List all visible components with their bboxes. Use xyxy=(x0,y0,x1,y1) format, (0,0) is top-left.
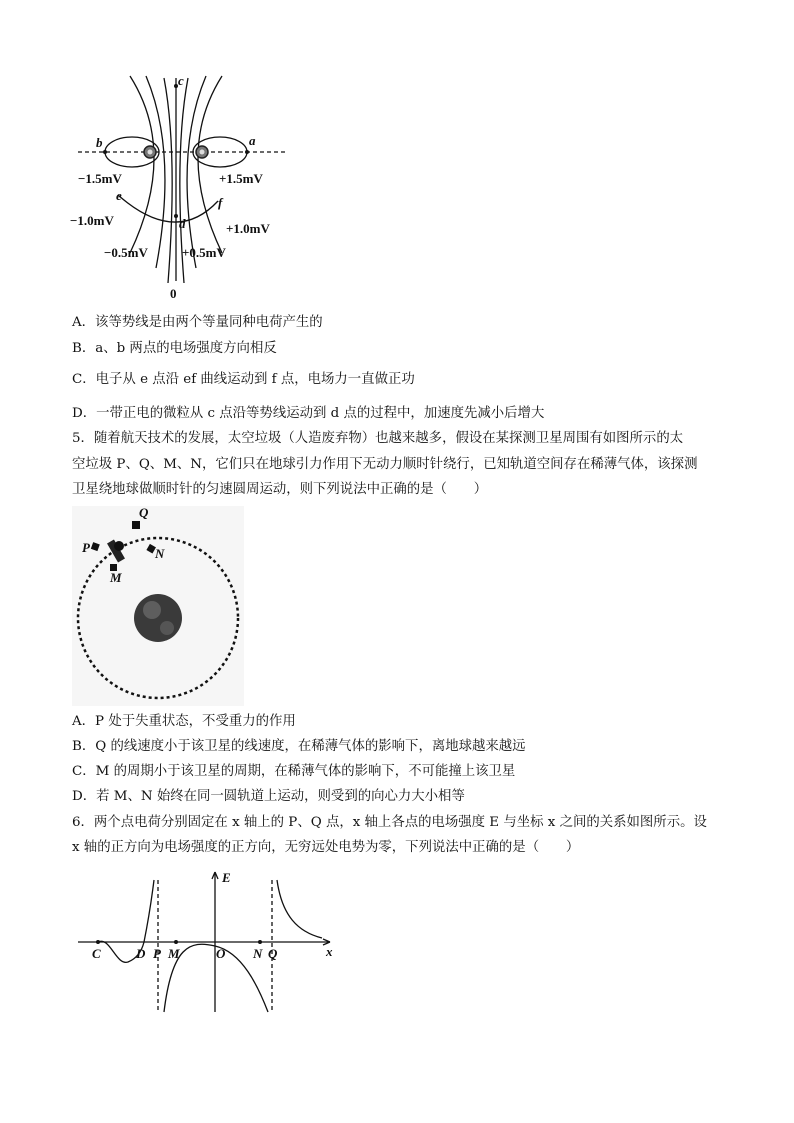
label-x: x xyxy=(326,944,333,959)
label-plus-1.0: +1.0mV xyxy=(226,221,270,236)
q4-option-c: C．电子从 e 点沿 ef 曲线运动到 f 点，电场力一直做正功 xyxy=(72,372,415,387)
q5-option-d: D．若 M、N 始终在同一圆轨道上运动，则受到的向心力大小相等 xyxy=(72,789,465,804)
label-d: d xyxy=(179,216,186,231)
q4-option-d: D．一带正电的微粒从 c 点沿等势线运动到 d 点的过程中，加速度先减小后增大 xyxy=(72,406,545,421)
q5-option-b: B．Q 的线速度小于该卫星的线速度，在稀薄气体的影响下，离地球越来越远 xyxy=(72,739,526,754)
label-minus-1.5: −1.5mV xyxy=(78,171,122,186)
label-plus-1.5: +1.5mV xyxy=(219,171,263,186)
label-N: N xyxy=(155,546,165,561)
q5-stem-line1: 5．随着航天技术的发展，太空垃圾（人造废弃物）也越来越多，假设在某探测卫星周围有如图所示的太 xyxy=(72,431,684,446)
label-e: e xyxy=(116,188,122,203)
label-E: E xyxy=(222,870,231,885)
label-P: P xyxy=(153,946,161,961)
label-Q: Q xyxy=(268,946,278,961)
label-D: D xyxy=(136,946,146,961)
q4-option-a: A．该等势线是由两个等量同种电荷产生的 xyxy=(72,315,323,330)
label-C: C xyxy=(92,946,101,961)
label-minus-1.0: −1.0mV xyxy=(70,213,114,228)
q6-stem-line2: x 轴的正方向为电场强度的正方向，无穷远处电势为零，下列说法中正确的是（ ） xyxy=(72,840,580,855)
label-M: M xyxy=(110,570,122,585)
label-P: P xyxy=(82,540,90,555)
label-c: c xyxy=(178,73,184,88)
equipotential-figure xyxy=(60,68,300,308)
label-minus-0.5: −0.5mV xyxy=(104,245,148,260)
q5-stem-line2: 空垃圾 P、Q、M、N，它们只在地球引力作用下无动力顺时针绕行，已知轨道空间存在稀薄气体，该探测 xyxy=(72,457,698,472)
q5-option-c: C．M 的周期小于该卫星的周期，在稀薄气体的影响下，不可能撞上该卫星 xyxy=(72,764,516,779)
label-a: a xyxy=(249,133,256,148)
q6-stem-line1: 6．两个点电荷分别固定在 x 轴上的 P、Q 点，x 轴上各点的电场强度 E 与坐标 x 之间的关系如图所示。设 xyxy=(72,815,707,830)
label-Q: Q xyxy=(139,506,149,520)
label-M: M xyxy=(168,946,180,961)
orbit-figure xyxy=(72,506,244,706)
e-field-graph xyxy=(72,866,352,1016)
q4-option-b: B．a、b 两点的电场强度方向相反 xyxy=(72,341,277,356)
label-f: f xyxy=(218,195,223,210)
label-N: N xyxy=(253,946,263,961)
q5-option-a: A．P 处于失重状态，不受重力的作用 xyxy=(72,714,296,729)
q5-stem-line3: 卫星绕地球做顺时针的匀速圆周运动，则下列说法中正确的是（ ） xyxy=(72,482,488,497)
label-b: b xyxy=(96,135,103,150)
label-O: O xyxy=(216,946,226,961)
label-zero: 0 xyxy=(170,286,177,301)
label-plus-0.5: +0.5mV xyxy=(182,245,226,260)
